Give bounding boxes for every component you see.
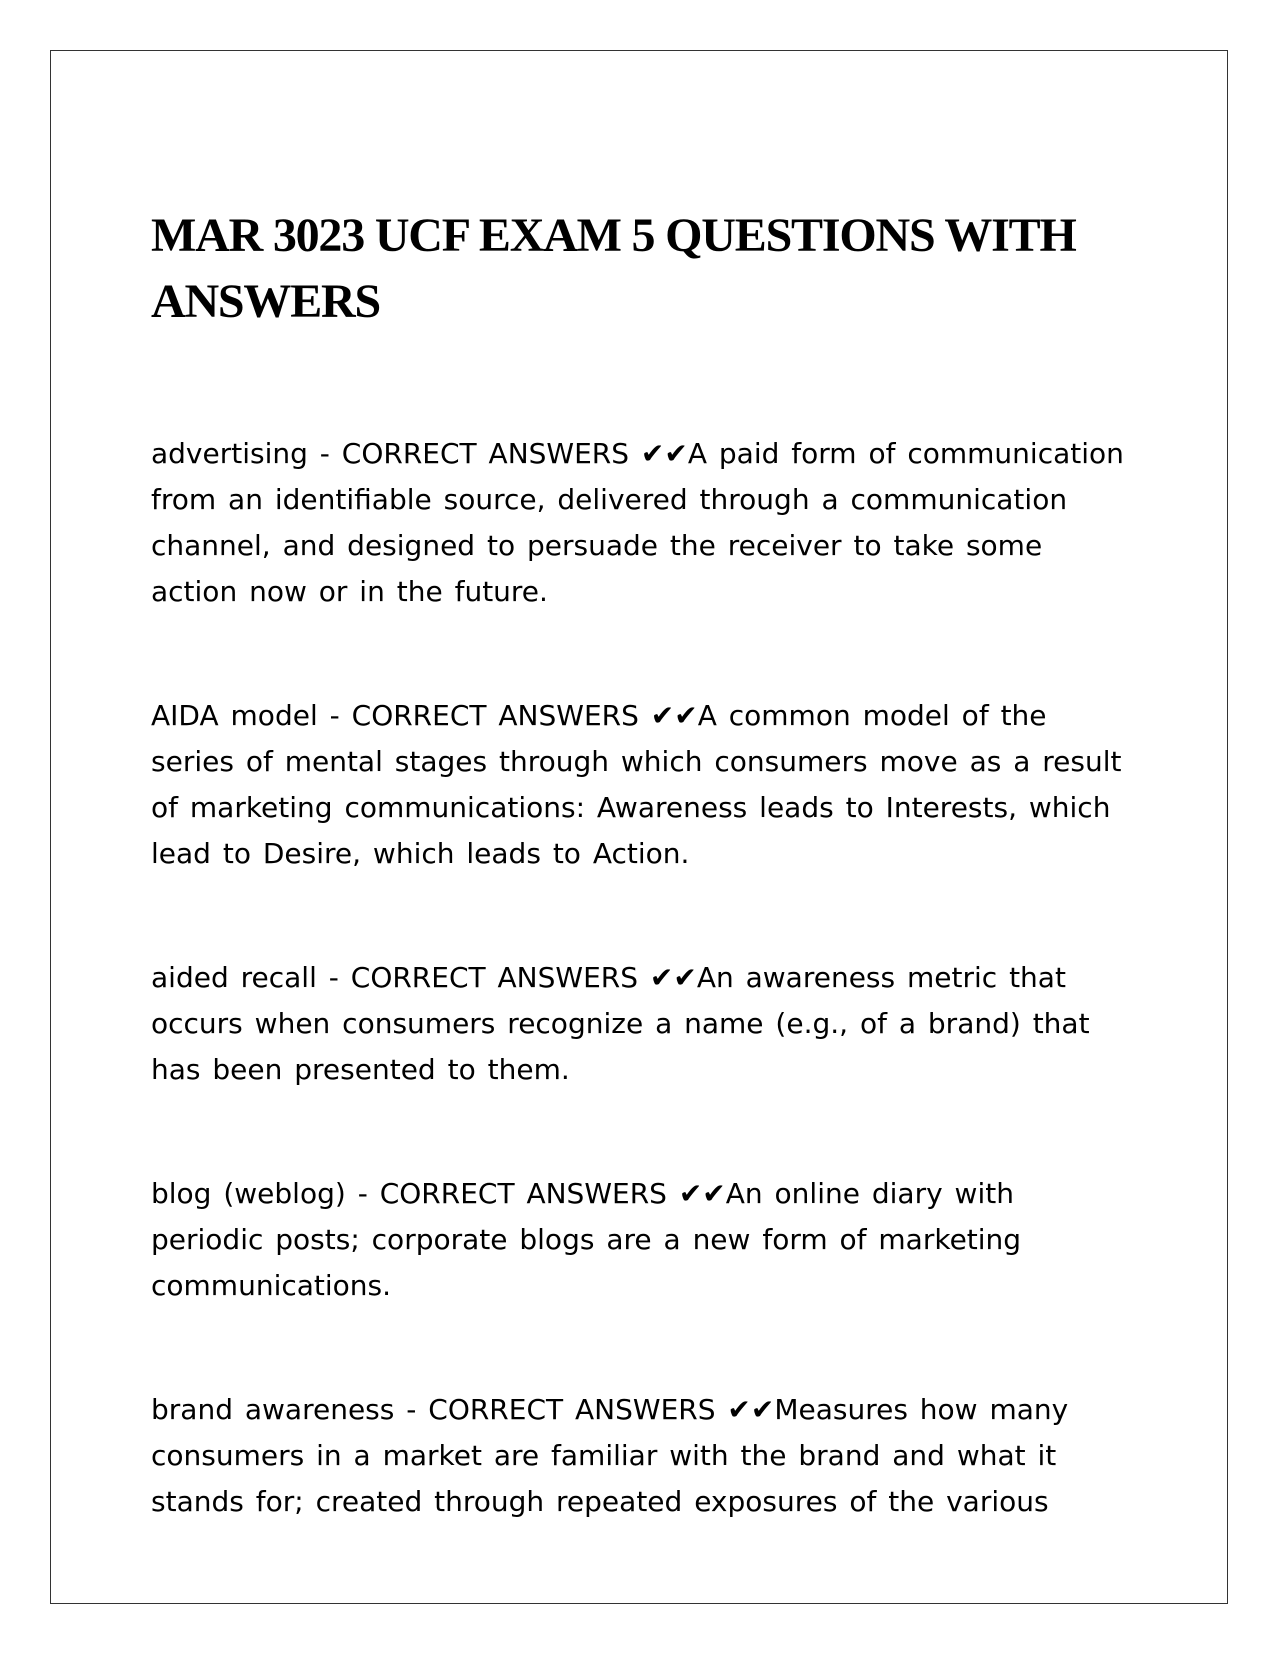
entry-definition: A common model of the series of mental stages through which consumers move as a result of marketing communications: Awareness leads to Interests, which lead to Desire, which leads to Action.: [151, 699, 1122, 870]
entry-term: advertising: [151, 437, 308, 470]
correct-answer-marker: - CORRECT ANSWERS ✔✔: [307, 437, 688, 470]
entry-term: brand awareness: [151, 1393, 395, 1426]
correct-answer-marker: - CORRECT ANSWERS ✔✔: [316, 961, 697, 994]
entry-definition: An online diary with periodic posts; corporate blogs are a new form of marketing communications.: [151, 1177, 1022, 1302]
document-content: [151, 151, 1131, 1603]
page-frame: [50, 50, 1228, 1604]
entry-term: aided recall: [151, 961, 317, 994]
entry-advertising: [151, 431, 1131, 615]
correct-answer-marker: - CORRECT ANSWERS ✔✔: [394, 1393, 775, 1426]
correct-answer-marker: - CORRECT ANSWERS ✔✔: [345, 1177, 726, 1210]
entry-blog: [151, 1171, 1131, 1309]
entry-definition: Measures how many consumers in a market are familiar with the brand and what it stands for; created through repeated exposures of the various: [151, 1393, 1069, 1518]
entry-definition: A paid form of communication from an identifiable source, delivered through a communication channel, and designed to persuade the receiver to take some action now or in the future.: [151, 437, 1124, 608]
entry-aided-recall: [151, 955, 1131, 1093]
entry-list: [151, 431, 1131, 1525]
correct-answer-marker: - CORRECT ANSWERS ✔✔: [317, 699, 698, 732]
entry-aida-model: [151, 693, 1131, 877]
entry-term: AIDA model: [151, 699, 318, 732]
entry-term: blog (weblog): [151, 1177, 346, 1210]
document-title: MAR 3023 UCF EXAM 5 QUESTIONS WITH ANSWERS: [151, 209, 1076, 328]
entry-brand-awareness: [151, 1387, 1131, 1525]
entry-definition: An awareness metric that occurs when consumers recognize a name (e.g., of a brand) that has been presented to them.: [151, 961, 1090, 1086]
